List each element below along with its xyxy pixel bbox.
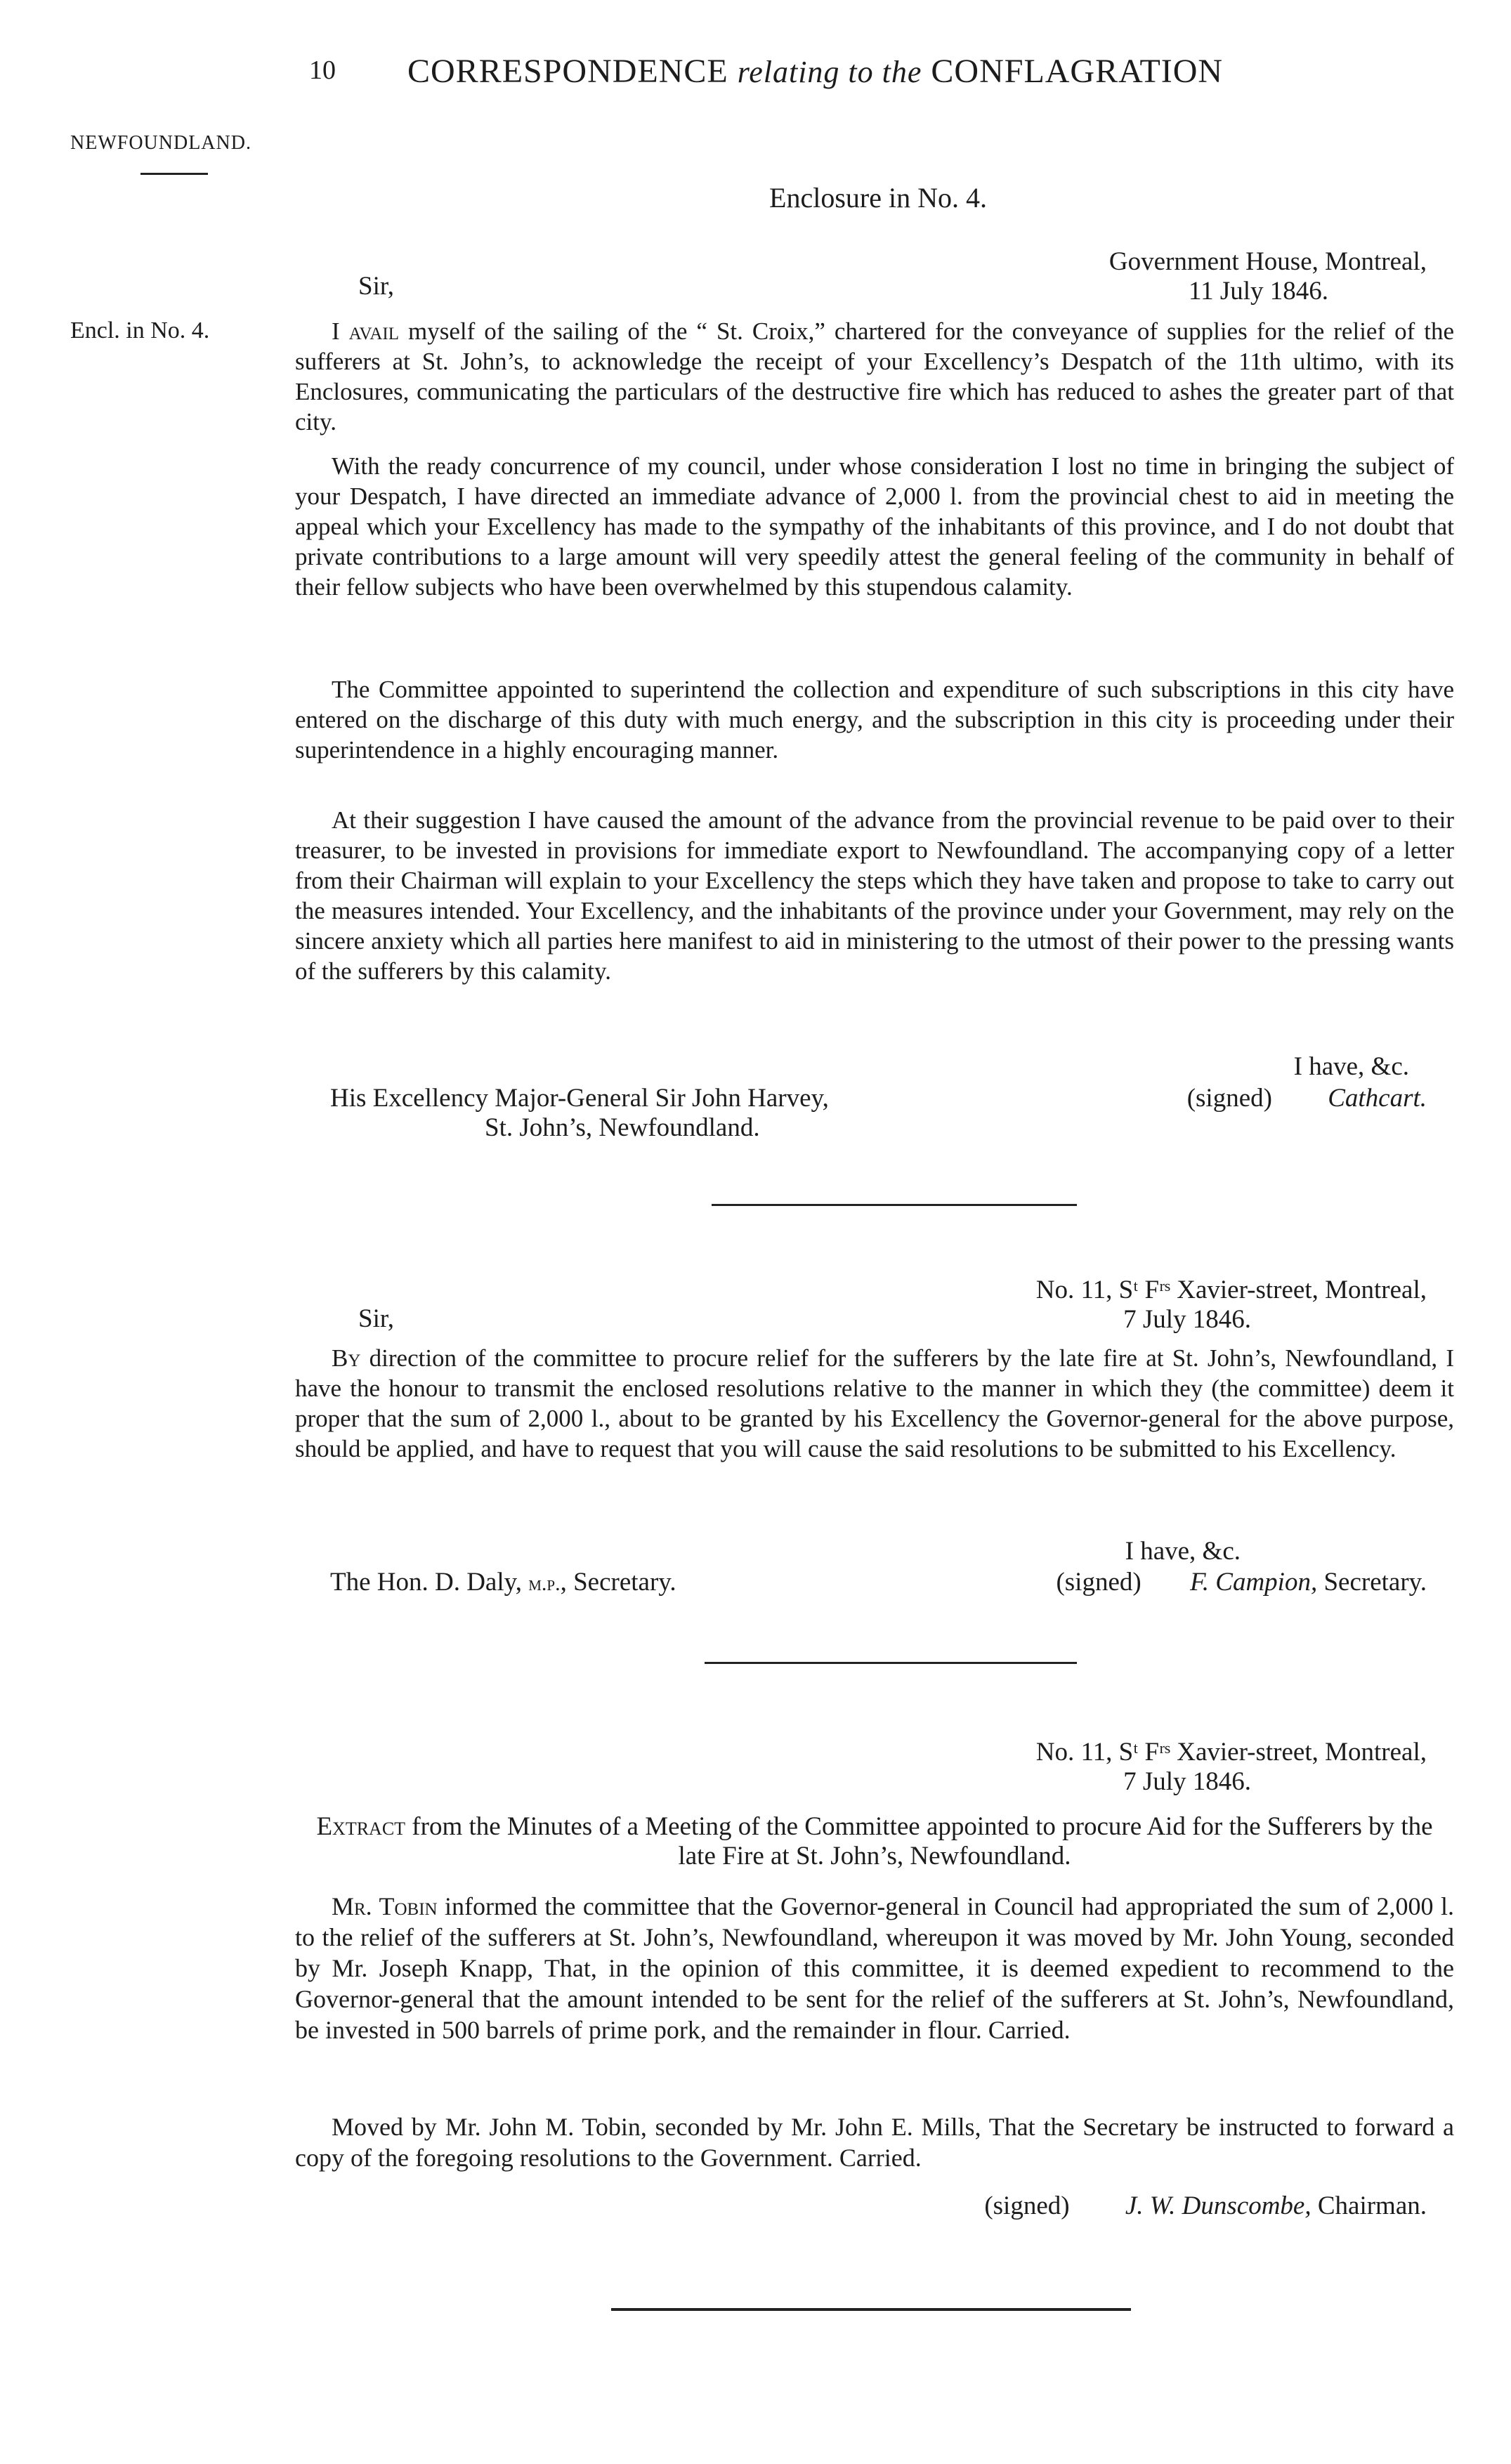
extract-place: No. 11, Sᵗ Fʳˢ Xavier-street, Montreal, — [1035, 1738, 1427, 1767]
letter2-paragraph-1 — [295, 1343, 1454, 1464]
letter2-salutation: Sir, — [358, 1304, 394, 1333]
letter1-paragraph-1 — [295, 316, 1454, 437]
letter2-signatory: F. Campion, — [1189, 1568, 1318, 1597]
letter1-addressee-line2: St. John’s, Newfoundland. — [485, 1113, 760, 1142]
extract-signed: (signed) — [984, 2191, 1070, 2220]
letter2-signed: (signed) — [1056, 1568, 1142, 1597]
letter1-date: 11 July 1846. — [1188, 277, 1328, 306]
closing-rule — [611, 2308, 1131, 2311]
header-title-part-b: relating to the — [737, 55, 922, 89]
letter1-signatory: Cathcart. — [1328, 1084, 1427, 1113]
margin-divider — [140, 173, 208, 175]
page-number: 10 — [309, 55, 336, 85]
letter1-signed: (signed) — [1186, 1084, 1272, 1113]
letter1-addressee — [330, 1084, 829, 1143]
letter2-signatory-role: Secretary. — [1323, 1568, 1427, 1597]
letter1-paragraph-4: At their suggestion I have caused the amount of the advance from the provincial revenue to be paid over to their treasurer, to be invested in provisions for immediate export to Newfoundland. The accompanying copy of a letter from their Chairman will explain to your Excellency the steps which they have taken and propose to take to carry out the measures intended. Your Excellency, and the inhabitants of the province under your Government, may rely on the sincere anxiety which all parties here manifest to aid in ministering to the utmost of their power to the pressing wants of the sufferers by this calamity. — [295, 806, 1454, 985]
margin-colony-label: NEWFOUNDLAND. — [70, 132, 251, 154]
letter2-lead-words: By — [332, 1344, 361, 1372]
extract-p1-text: informed the committee that the Governor-general in Council had appropriated the sum of 2,000 l. to the relief of the sufferers at St. John’s, Newfoundland, whereupon it was moved by Mr. John Young, seconded by Mr. Joseph Knapp, That, in the opinion of this committee, it is deemed expedient to recommend to the Governor-general that the amount intended to be sent for the relief of the sufferers at St. John’s, Newfoundland, be invested in 500 barrels of prime pork, and the remainder in flour. Carried. — [295, 1892, 1454, 2044]
extract-title-text: from the Minutes of a Meeting of the Committee appointed to procure Aid for the Sufferers by the late Fire at St. John’s, Newfoundland. — [412, 1812, 1433, 1870]
letter2-date: 7 July 1846. — [1123, 1305, 1251, 1334]
letter2-addressee-mp: m.p. — [528, 1572, 561, 1595]
extract-title-lead: Extract — [316, 1812, 406, 1841]
extract-signatory: J. W. Dunscombe, — [1125, 2191, 1312, 2220]
header-title-part-a: CORRESPONDENCE — [407, 53, 728, 90]
letter1-p1-text: myself of the sailing of the “ St. Croix,” chartered for the conveyance of supplies for the relief of the sufferers at St. John’s, to acknowledge the receipt of your Excellency’s Despatch of the 11th ultimo, with its Enclosures, communicating the particulars of the destructive fire which has reduced to ashes the greater part of that city. — [295, 317, 1455, 435]
letter2-addressee-role: , Secretary. — [560, 1568, 676, 1597]
enclosure-heading: Enclosure in No. 4. — [769, 182, 987, 214]
letter1-salutation: Sir, — [358, 272, 394, 301]
letter1-addressee-line1: His Excellency Major-General Sir John Harvey, — [330, 1084, 829, 1113]
letter2-closing: I have, &c. — [1125, 1537, 1241, 1566]
letter1-dateline — [1109, 247, 1427, 306]
extract-title — [295, 1812, 1454, 1871]
extract-signature — [984, 2191, 1427, 2221]
extract-lead-words: Mr. Tobin — [332, 1892, 438, 1920]
letter1-paragraph-3: The Committee appointed to superintend the collection and expenditure of such subscriptions in this city have entered on the discharge of this duty with much energy, and the subscription in this city is proceeding under their superintendence in a highly encouraging manner. — [295, 676, 1454, 764]
margin-enclosure-ref: Encl. in No. 4. — [70, 317, 210, 343]
letter2-signature — [1056, 1568, 1427, 1597]
section-divider — [712, 1204, 1077, 1206]
letter1-signature — [1187, 1084, 1427, 1113]
header-title-part-c: CONFLAGRATION — [931, 53, 1224, 90]
letter2-addressee — [330, 1568, 676, 1599]
letter2-p1-text: direction of the committee to procure relief for the sufferers by the late fire at St. John’s, Newfoundland, I have the honour to transmit the enclosed resolutions relative to the manner in which they (the committee) deem it proper that the sum of 2,000 l., about to be granted by his Excellency the Governor-general for the above purpose, should be applied, and have to request that you will cause the said resolutions to be submitted to his Excellency. — [295, 1344, 1454, 1462]
letter2-place: No. 11, Sᵗ Fʳˢ Xavier-street, Montreal, — [1035, 1276, 1427, 1304]
section-divider-2 — [705, 1662, 1077, 1664]
extract-dateline — [1036, 1738, 1427, 1797]
extract-paragraph-1 — [295, 1891, 1454, 2045]
letter2-dateline — [1036, 1276, 1427, 1335]
letter2-addressee-name: The Hon. D. Daly, — [330, 1568, 522, 1597]
extract-date: 7 July 1846. — [1123, 1767, 1251, 1796]
extract-signatory-role: Chairman. — [1317, 2191, 1427, 2220]
page-header-title — [407, 52, 1223, 91]
letter1-closing: I have, &c. — [1293, 1052, 1409, 1081]
extract-paragraph-2: Moved by Mr. John M. Tobin, seconded by Mr. John E. Mills, That the Secretary be instructed to forward a copy of the foregoing resolutions to the Government. Carried. — [295, 2113, 1454, 2172]
letter1-lead-words: I avail — [332, 317, 399, 345]
letter1-paragraph-2: With the ready concurrence of my council, under whose consideration I lost no time in bringing the subject of your Despatch, I have directed an immediate advance of 2,000 l. from the provincial chest to aid in meeting the appeal which your Excellency has made to the sympathy of the inhabitants of this province, and I do not doubt that private contributions to a large amount will very speedily attest the general feeling of the community in behalf of their fellow subjects who have been overwhelmed by this stupendous calamity. — [295, 452, 1454, 601]
letter1-place: Government House, Montreal, — [1108, 247, 1427, 276]
